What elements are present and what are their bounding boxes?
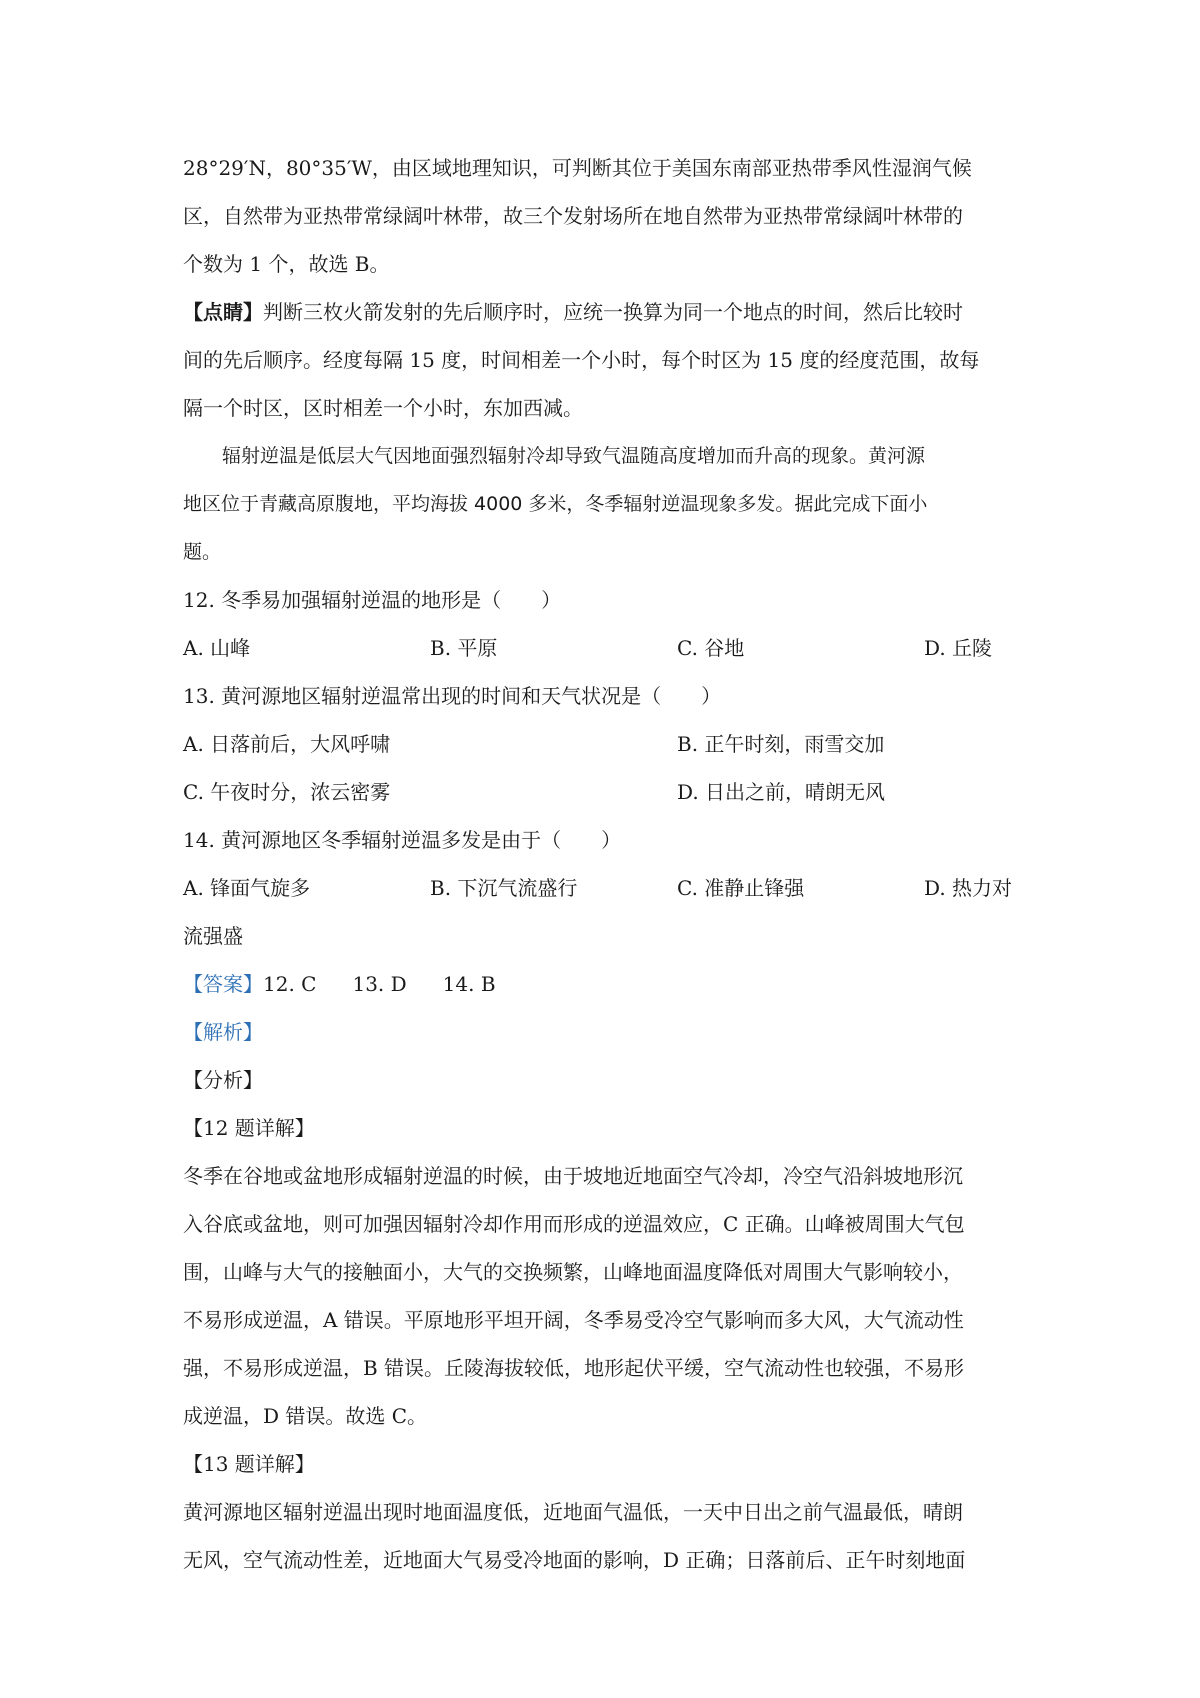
dianjing-line: 间的先后顺序。经度每隔 15 度，时间相差一个小时，每个时区为 15 度的经度范围，故每: [183, 348, 980, 372]
answer-label: 【答案】: [183, 972, 263, 996]
question-option: C. 准静止锋强: [677, 876, 805, 900]
dianjing-text: 判断三枚火箭发射的先后顺序时，应统一换算为同一个地点的时间，然后比较时: [263, 300, 963, 324]
question-option: B. 平原: [430, 636, 498, 660]
detail-12-line: 不易形成逆温，A 错误。平原地形平坦开阔，冬季易受冷空气影响而多大风，大气流动性: [183, 1308, 964, 1332]
intro-line: 题。: [183, 541, 222, 563]
detail-12-line: 成逆温，D 错误。故选 C。: [183, 1404, 428, 1428]
dianjing-line: [183, 298, 963, 326]
detail-12-line: 围，山峰与大气的接触面小，大气的交换频繁，山峰地面温度降低对周围大气影响较小，: [183, 1260, 963, 1284]
prev-explanation-line: 28°29′N，80°35′W，由区域地理知识，可判断其位于美国东南部亚热带季风性湿润气候: [183, 156, 972, 180]
question-option-wrap: 流强盛: [183, 924, 243, 948]
question-stem: 14. 黄河源地区冬季辐射逆温多发是由于（ ）: [183, 828, 622, 852]
answer-item: 13. D: [352, 972, 407, 996]
intro-line: 地区位于青藏高原腹地，平均海拔 4000 多米，冬季辐射逆温现象多发。据此完成下面小: [183, 493, 928, 515]
dianjing-line: 隔一个时区，区时相差一个小时，东加西减。: [183, 396, 583, 420]
intro-line: 辐射逆温是低层大气因地面强烈辐射冷却导致气温随高度增加而升高的现象。黄河源: [222, 445, 926, 467]
question-stem: 12. 冬季易加强辐射逆温的地形是（ ）: [183, 588, 562, 612]
fenxi-label: 【分析】: [183, 1068, 263, 1092]
detail-13-line: 黄河源地区辐射逆温出现时地面温度低，近地面气温低，一天中日出之前气温最低，晴朗: [183, 1500, 963, 1524]
question-stem: 13. 黄河源地区辐射逆温常出现的时间和天气状况是（ ）: [183, 684, 722, 708]
question-option: D. 丘陵: [924, 636, 993, 660]
question-option: D. 热力对: [924, 876, 1013, 900]
question-option: C. 谷地: [677, 636, 745, 660]
detail-12-label: 【12 题详解】: [183, 1116, 315, 1140]
question-option: B. 正午时刻，雨雪交加: [677, 732, 885, 756]
answer-line: [183, 970, 532, 998]
answer-item: 12. C: [263, 972, 317, 996]
detail-13-line: 无风，空气流动性差，近地面大气易受冷地面的影响，D 正确；日落前后、正午时刻地面: [183, 1548, 966, 1572]
dianjing-label: 【点睛】: [183, 300, 263, 324]
detail-12-line: 冬季在谷地或盆地形成辐射逆温的时候，由于坡地近地面空气冷却，冷空气沿斜坡地形沉: [183, 1164, 963, 1188]
question-option: D. 日出之前，晴朗无风: [677, 780, 886, 804]
detail-13-label: 【13 题详解】: [183, 1452, 315, 1476]
detail-12-line: 强，不易形成逆温，B 错误。丘陵海拔较低，地形起伏平缓，空气流动性也较强，不易形: [183, 1356, 965, 1380]
question-option: A. 山峰: [183, 636, 251, 660]
prev-explanation-line: 个数为 1 个，故选 B。: [183, 252, 390, 276]
question-option: B. 下沉气流盛行: [430, 876, 578, 900]
question-option: A. 锋面气旋多: [183, 876, 311, 900]
answer-item: 14. B: [442, 972, 496, 996]
detail-12-line: 入谷底或盆地，则可加强因辐射冷却作用而形成的逆温效应，C 正确。山峰被周围大气包: [183, 1212, 965, 1236]
jiexi-label: 【解析】: [183, 1020, 263, 1044]
question-option: A. 日落前后，大风呼啸: [183, 732, 391, 756]
question-option: C. 午夜时分，浓云密雾: [183, 780, 391, 804]
prev-explanation-line: 区，自然带为亚热带常绿阔叶林带，故三个发射场所在地自然带为亚热带常绿阔叶林带的: [183, 204, 963, 228]
